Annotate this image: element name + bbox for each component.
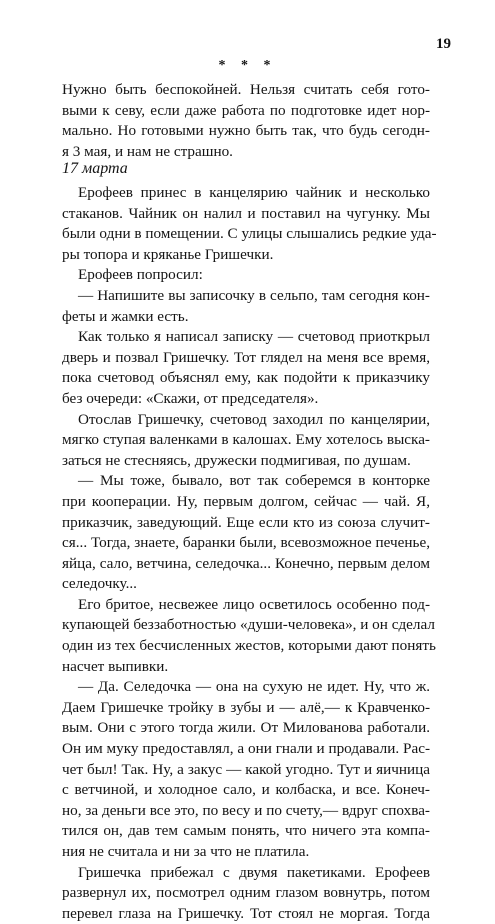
text-line: с ветчиной, и холодное сало, и колбаска, и все. Конеч- (62, 781, 430, 799)
text-line: Он им муку предоставлял, а они гнали и продавали. Рас- (62, 740, 430, 758)
text-line: — Напишите вы записочку в сельпо, там сегодня кон- (77, 286, 430, 304)
text-line: насчет выпивки. (62, 657, 169, 675)
text-line: — Мы тоже, бывало, вот так соберемся в конторке (77, 472, 430, 490)
intro-paragraph (62, 80, 430, 162)
text-line: один из тех бесчисленных жестов, которыми дают понять (62, 637, 436, 655)
text-line: развернул их, посмотрел одним глазом вовнутрь, потом (62, 884, 430, 902)
text-line: ния не считала и ни за что не платила. (62, 843, 310, 860)
text-line: Ерофеев принес в канцелярию чайник и несколько (77, 184, 430, 201)
text-line: вым. Они с этого тогда жили. От Милованова работали. (62, 719, 430, 737)
text-line: пока счетовод объяснял ему, как подойти к приказчику (62, 369, 430, 387)
text-line: дверь и позвал Гришечку. Тот глядел на меня все время, (62, 348, 430, 366)
text-line: но, за деньги все это, по весу и по счету,— вдруг спохва- (62, 801, 430, 819)
text-line: тился он, дав тем самым понять, что ничего эта компа- (62, 822, 430, 840)
entry-body (62, 183, 437, 924)
text-line: купающей беззаботностью «души-человека», и он сделал (62, 616, 435, 634)
text-line: Даем Гришечке тройку в зубы и — алё,— к Кравченко- (62, 698, 430, 716)
entry-date-heading: 17 марта (62, 160, 128, 177)
text-line: без очереди: «Скажи, от председателя». (62, 389, 319, 407)
text-line: я 3 мая, и нам не страшно. (62, 142, 233, 160)
section-separator: * * * (218, 58, 277, 73)
text-line: — Да. Селедочка — она на сухую не идет. Ну, что ж. (77, 678, 430, 696)
text-line: стаканов. Чайник он налил и поставил на чугунку. Мы (62, 204, 430, 222)
text-line: чет был! Так. Ну, а закус — какой угодно. Тут и яичница (62, 760, 430, 778)
text-line: заться не стесняясь, дружески подмигивая, по душам. (62, 451, 411, 469)
text-line: Гришечка прибежал с двумя пакетиками. Ерофеев (77, 863, 430, 881)
text-line: Ерофеев попросил: (77, 266, 203, 284)
text-line: мягко ступая валенками в калошах. Ему хотелось выска- (62, 431, 430, 449)
text-line: селедочку... (62, 575, 137, 593)
text-line: были одни в помещении. С улицы слышались редкие уда- (62, 225, 437, 243)
text-line: ся... Тогда, знаете, баранки были, всевозможное печенье, (62, 534, 430, 552)
text-line: Его бритое, несвежее лицо осветилось особенно под- (77, 595, 430, 613)
page-number: 19 (436, 36, 451, 52)
text-line: Отослав Гришечку, счетовод заходил по канцелярии, (77, 410, 430, 428)
text-line: при кооперации. Ну, первым долгом, сейчас — чай. Я, (62, 492, 430, 510)
text-line: перевел глаза на Гришечку. Тот стоял не моргая. Тогда (62, 904, 430, 922)
text-line: мально. Но готовыми нужно быть так, что будь сегодн- (62, 122, 430, 140)
text-line: феты и жамки есть. (62, 307, 189, 325)
text-line: Как только я написал записку — счетовод приоткрыл (77, 328, 430, 346)
text-line: Нужно быть беспокойней. Нельзя считать себя гото- (62, 81, 430, 98)
text-line: ры топора и кряканье Гришечки. (62, 245, 274, 263)
text-line: выми к севу, если даже работа по подготовке идет нор- (62, 101, 430, 119)
text-line: яйца, сало, ветчина, селедочка... Конечно, первым делом (62, 554, 430, 572)
text-line: приказчик, заведующий. Еще если кто из союза случит- (62, 513, 430, 531)
